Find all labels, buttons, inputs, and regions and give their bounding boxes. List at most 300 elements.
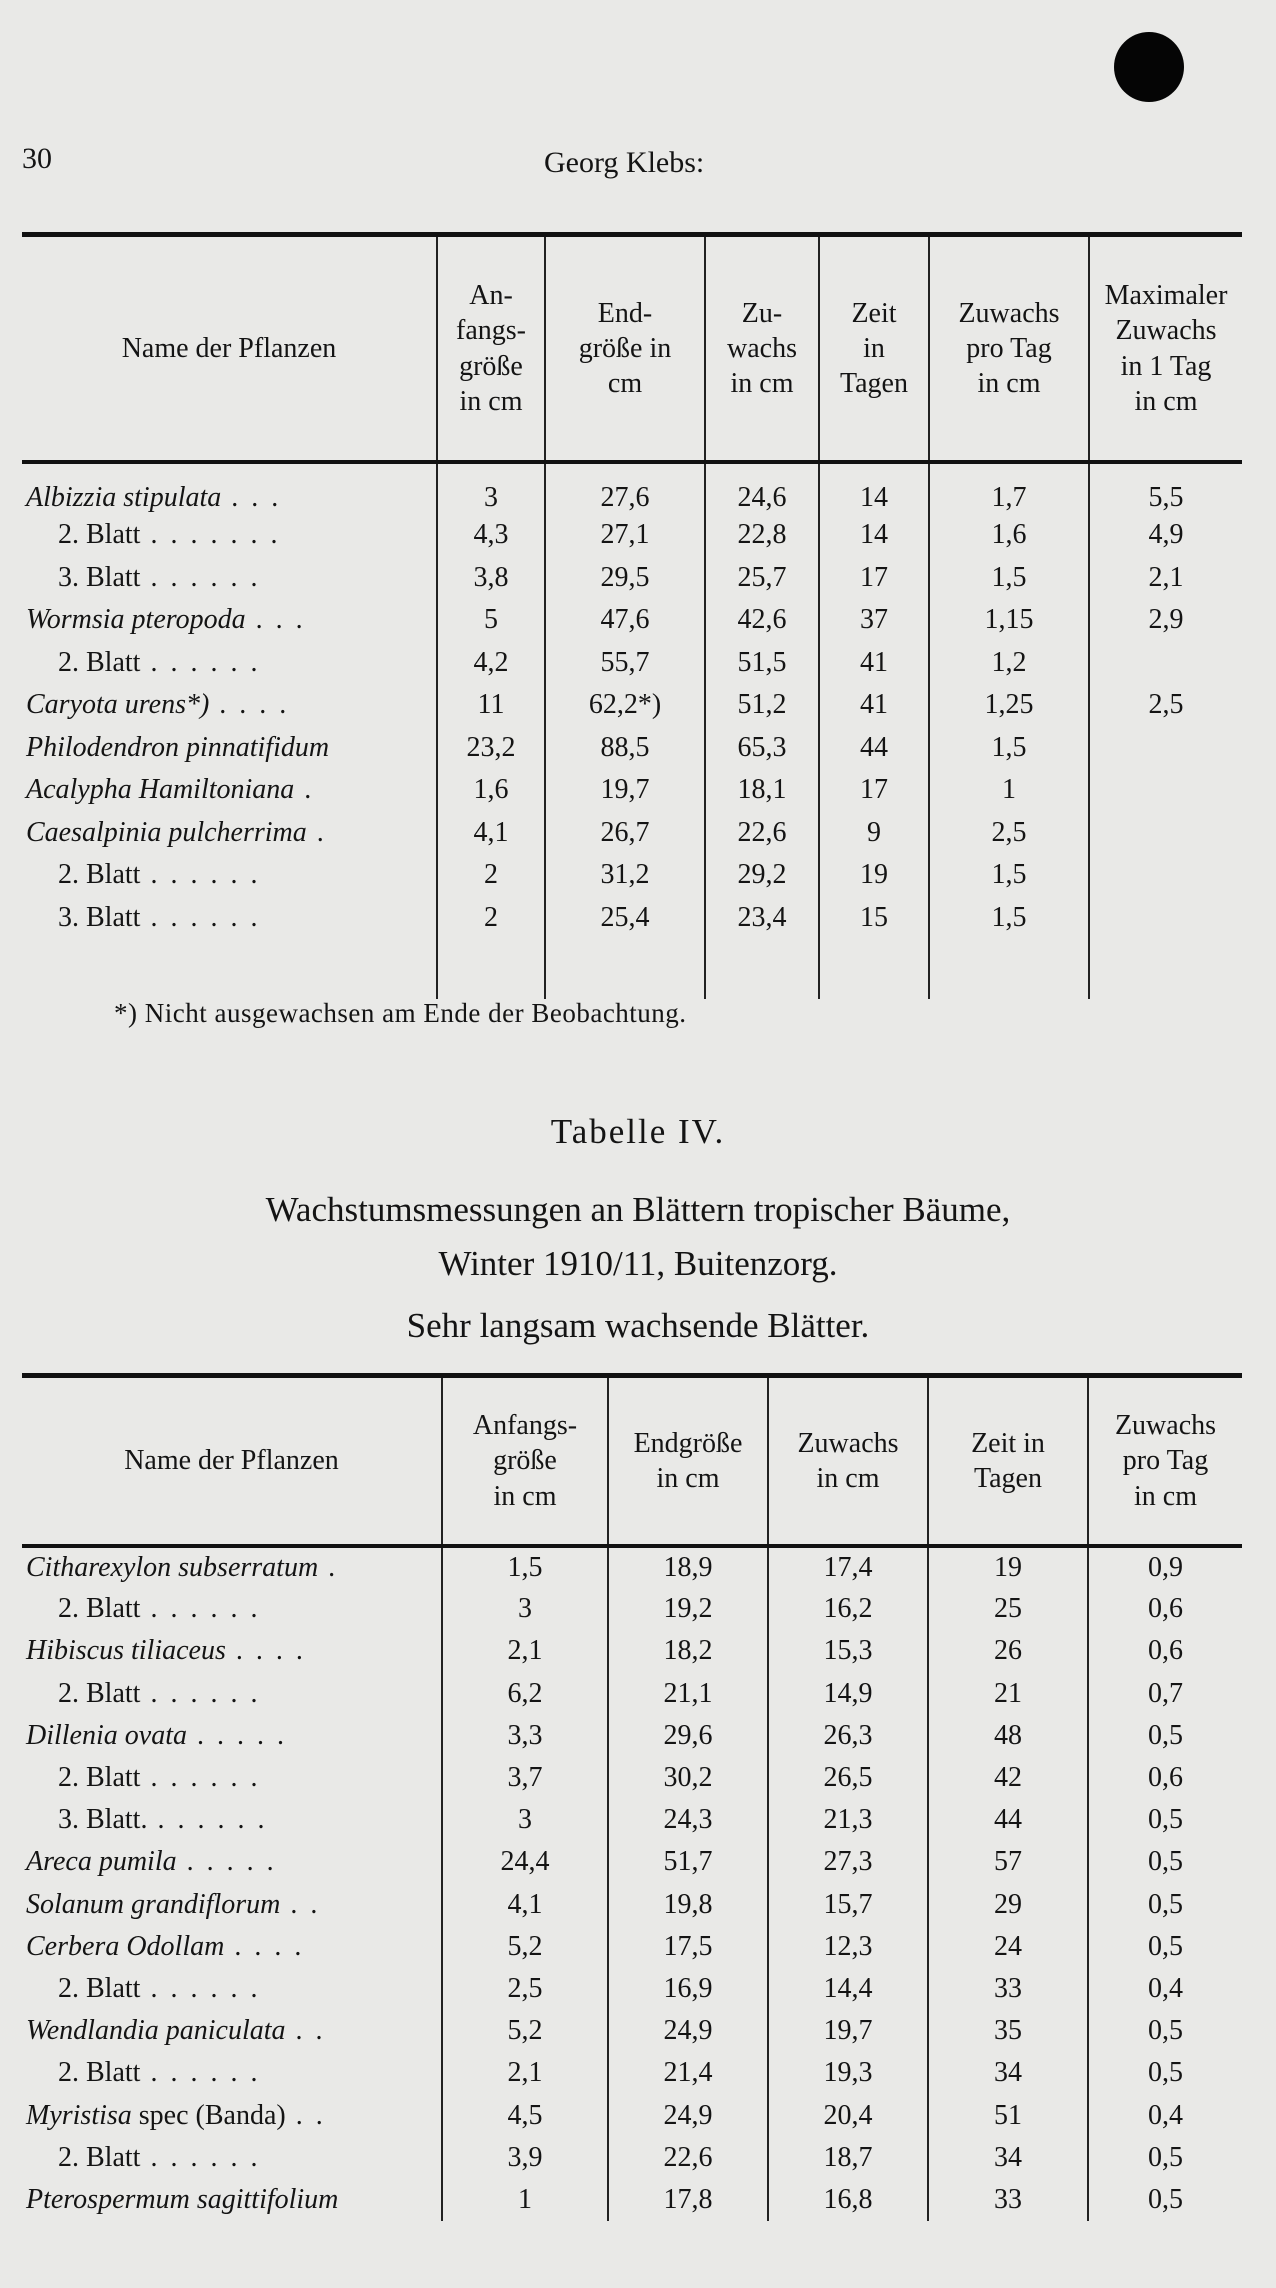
column-header-line: Zeit in <box>971 1427 1045 1459</box>
column-header-line: Zeit <box>851 297 897 329</box>
value-cell: 34 <box>928 2137 1088 2179</box>
value-cell <box>1089 854 1242 897</box>
column-header <box>1089 237 1242 462</box>
value-cell: 4,5 <box>442 2094 608 2136</box>
table-row <box>22 1715 1242 1757</box>
dot-leader: . . . . . . <box>147 1804 268 1836</box>
table-row <box>22 1841 1242 1883</box>
value-cell: 29 <box>928 1884 1088 1926</box>
value-cell: 55,7 <box>545 642 705 685</box>
value-cell: 1,6 <box>929 514 1089 557</box>
column-header-line: Zu- <box>741 297 783 329</box>
value-cell: 2,1 <box>442 1630 608 1672</box>
value-cell: 1 <box>929 769 1089 812</box>
table-row <box>22 2010 1242 2052</box>
column-header <box>768 1378 928 1546</box>
value-cell: 22,6 <box>608 2137 768 2179</box>
value-cell: 12,3 <box>768 1926 928 1968</box>
dot-leader: . . . . . . <box>140 2057 261 2089</box>
column-header-line: in cm <box>816 1463 880 1494</box>
dot-leader: . <box>318 1552 339 1584</box>
value-cell: 24,3 <box>608 1799 768 1841</box>
dot-leader: . . . . . . <box>140 2141 261 2173</box>
column-header <box>608 1378 768 1546</box>
value-cell: 3 <box>442 1799 608 1841</box>
plant-name <box>22 2137 442 2179</box>
value-cell: 2,5 <box>929 812 1089 855</box>
value-cell: 29,2 <box>705 854 819 897</box>
plant-name <box>22 854 437 897</box>
value-cell: 14 <box>819 462 929 514</box>
column-header-line: Zuwachs <box>958 297 1060 329</box>
value-cell: 1,5 <box>442 1546 608 1588</box>
value-cell: 41 <box>819 642 929 685</box>
value-cell: 17 <box>819 557 929 600</box>
empty-cell <box>437 939 545 999</box>
value-cell: 29,6 <box>608 1715 768 1757</box>
value-cell: 21 <box>928 1673 1088 1715</box>
plant-name <box>22 1799 442 1841</box>
value-cell: 3 <box>437 462 545 514</box>
table-row <box>22 642 1242 685</box>
value-cell: 27,1 <box>545 514 705 557</box>
column-header <box>442 1378 608 1546</box>
dot-leader: . . . . . <box>176 1846 277 1878</box>
plant-name <box>22 1757 442 1799</box>
value-cell: 33 <box>928 2179 1088 2221</box>
table-row <box>22 557 1242 600</box>
table-row <box>22 1757 1242 1799</box>
value-cell: 4,9 <box>1089 514 1242 557</box>
value-cell: 16,9 <box>608 1968 768 2010</box>
value-cell: 0,9 <box>1088 1546 1242 1588</box>
value-cell: 26 <box>928 1630 1088 1672</box>
dot-leader: . . . . . . <box>140 1677 261 1709</box>
plant-name <box>22 2179 442 2221</box>
value-cell: 20,4 <box>768 2094 928 2136</box>
value-cell <box>1089 897 1242 940</box>
value-cell: 44 <box>819 727 929 770</box>
column-header-line: Tagen <box>973 1463 1042 1494</box>
plant-name <box>22 557 437 600</box>
value-cell: 51 <box>928 2094 1088 2136</box>
dot-leader: . . . . . . <box>140 561 261 593</box>
value-cell: 0,5 <box>1088 2137 1242 2179</box>
plant-name-text: Caesalpinia pulcherrima <box>26 816 307 848</box>
value-cell: 1,6 <box>437 769 545 812</box>
table-row <box>22 514 1242 557</box>
value-cell: 17 <box>819 769 929 812</box>
dot-leader: . . . . . . <box>140 1593 261 1625</box>
running-head: Georg Klebs: <box>544 146 705 179</box>
plant-name-text: 3. Blatt <box>58 561 141 593</box>
column-header <box>929 237 1089 462</box>
plant-name-text: 3. Blatt. <box>58 1804 148 1836</box>
value-cell: 24,9 <box>608 2010 768 2052</box>
value-cell: 24,4 <box>442 1841 608 1883</box>
dot-leader: . . . . . . . <box>140 519 281 551</box>
dot-leader: . <box>306 816 327 848</box>
value-cell: 34 <box>928 2052 1088 2094</box>
empty-cell <box>22 939 437 999</box>
column-header-line: größe <box>459 350 523 382</box>
value-cell: 4,1 <box>442 1884 608 1926</box>
plant-name-text: 2. Blatt <box>58 519 141 551</box>
value-cell: 26,5 <box>768 1757 928 1799</box>
value-cell: 4,1 <box>437 812 545 855</box>
column-header-line: Anfangs- <box>472 1410 578 1442</box>
plant-name <box>22 1588 442 1630</box>
value-cell: 62,2*) <box>545 684 705 727</box>
value-cell: 51,2 <box>705 684 819 727</box>
value-cell: 26,3 <box>768 1715 928 1757</box>
table-row <box>22 727 1242 770</box>
value-cell: 19,8 <box>608 1884 768 1926</box>
column-header-line: An- <box>469 279 513 311</box>
page-header <box>0 142 1276 182</box>
dot-leader: . . . . . . <box>140 646 261 678</box>
column-header-line: in 1 Tag <box>1120 350 1212 382</box>
table-row <box>22 812 1242 855</box>
column-header-line: in cm <box>656 1463 720 1494</box>
column-header-line: in cm <box>493 1480 557 1512</box>
value-cell: 16,2 <box>768 1588 928 1630</box>
value-cell: 19,7 <box>545 769 705 812</box>
plant-name <box>22 642 437 685</box>
value-cell: 2,9 <box>1089 599 1242 642</box>
table-row <box>22 2137 1242 2179</box>
value-cell <box>1089 769 1242 812</box>
value-cell: 0,5 <box>1088 1926 1242 1968</box>
column-header-line: Zuwachs <box>797 1427 899 1459</box>
growth-table-2 <box>22 1373 1242 2221</box>
plant-name-suffix: spec (Banda) <box>131 2099 286 2131</box>
value-cell: 15,3 <box>768 1630 928 1672</box>
value-cell: 2 <box>437 854 545 897</box>
column-header-line: Name der Pflanzen <box>124 1445 339 1477</box>
empty-cell <box>819 939 929 999</box>
column-header-line: in cm <box>1134 385 1198 417</box>
value-cell: 27,6 <box>545 462 705 514</box>
value-cell: 18,7 <box>768 2137 928 2179</box>
value-cell <box>1089 727 1242 770</box>
value-cell: 1,5 <box>929 727 1089 770</box>
value-cell: 0,4 <box>1088 1968 1242 2010</box>
value-cell: 35 <box>928 2010 1088 2052</box>
value-cell: 4,3 <box>437 514 545 557</box>
plant-name <box>22 1546 442 1588</box>
value-cell: 23,2 <box>437 727 545 770</box>
value-cell: 51,7 <box>608 1841 768 1883</box>
table-bottom-spacer <box>22 939 1242 999</box>
table-row <box>22 1673 1242 1715</box>
plant-name <box>22 897 437 940</box>
value-cell: 18,9 <box>608 1546 768 1588</box>
value-cell: 0,6 <box>1088 1757 1242 1799</box>
value-cell: 24,6 <box>705 462 819 514</box>
column-header-line: cm <box>607 368 643 400</box>
plant-name-text: Acalypha Hamiltoniana <box>26 774 295 806</box>
value-cell: 19 <box>819 854 929 897</box>
column-header <box>545 237 705 462</box>
value-cell: 27,3 <box>768 1841 928 1883</box>
dot-leader: . . . . . . <box>140 859 261 891</box>
column-header-line: Maximaler <box>1104 279 1228 311</box>
value-cell: 4,2 <box>437 642 545 685</box>
plant-name-text: Solanum grandiflorum <box>26 1888 281 1920</box>
value-cell: 0,5 <box>1088 1799 1242 1841</box>
value-cell: 42,6 <box>705 599 819 642</box>
plant-name <box>22 1673 442 1715</box>
table-row <box>22 1546 1242 1588</box>
value-cell: 17,5 <box>608 1926 768 1968</box>
value-cell: 57 <box>928 1841 1088 1883</box>
plant-name <box>22 514 437 557</box>
value-cell: 22,6 <box>705 812 819 855</box>
column-header <box>22 1378 442 1546</box>
table-row <box>22 2179 1242 2221</box>
value-cell: 3 <box>442 1588 608 1630</box>
column-header-line: in cm <box>730 368 794 400</box>
plant-name-text: 2. Blatt <box>58 1972 141 2004</box>
value-cell: 25 <box>928 1588 1088 1630</box>
table-label: Tabelle IV. <box>550 1112 726 1151</box>
plant-name-text: Caryota urens*) <box>26 689 210 721</box>
column-header-line: größe in <box>578 332 672 364</box>
value-cell: 37 <box>819 599 929 642</box>
plant-name <box>22 1715 442 1757</box>
plant-name-text: 2. Blatt <box>58 2057 141 2089</box>
value-cell: 14,4 <box>768 1968 928 2010</box>
page-number: 30 <box>22 142 52 175</box>
table-row <box>22 462 1242 514</box>
growth-table-1 <box>22 232 1242 999</box>
value-cell: 65,3 <box>705 727 819 770</box>
value-cell: 5,5 <box>1089 462 1242 514</box>
dot-leader: . . . . . <box>186 1719 287 1751</box>
value-cell: 0,5 <box>1088 1884 1242 1926</box>
value-cell: 25,4 <box>545 897 705 940</box>
plant-name <box>22 1884 442 1926</box>
value-cell: 9 <box>819 812 929 855</box>
dot-leader: . . . <box>245 604 306 636</box>
plant-name <box>22 2094 442 2136</box>
value-cell: 3,8 <box>437 557 545 600</box>
column-header-line: pro Tag <box>966 332 1052 364</box>
plant-name-text: Hibiscus tiliaceus <box>26 1635 226 1667</box>
value-cell: 16,8 <box>768 2179 928 2221</box>
value-cell: 30,2 <box>608 1757 768 1799</box>
plant-name <box>22 727 437 770</box>
plant-name <box>22 462 437 514</box>
column-header <box>1088 1378 1242 1546</box>
value-cell: 51,5 <box>705 642 819 685</box>
table-row <box>22 854 1242 897</box>
value-cell: 3,9 <box>442 2137 608 2179</box>
plant-name <box>22 1968 442 2010</box>
dot-leader: . . . . . . <box>140 1762 261 1794</box>
column-header <box>928 1378 1088 1546</box>
value-cell: 44 <box>928 1799 1088 1841</box>
plant-name <box>22 2052 442 2094</box>
column-header-line: in cm <box>459 385 523 417</box>
value-cell: 33 <box>928 1968 1088 2010</box>
dot-leader: . . . . <box>225 1635 306 1667</box>
empty-cell <box>545 939 705 999</box>
value-cell: 18,2 <box>608 1630 768 1672</box>
value-cell: 47,6 <box>545 599 705 642</box>
value-cell: 2 <box>437 897 545 940</box>
value-cell: 15 <box>819 897 929 940</box>
column-header <box>705 237 819 462</box>
column-header <box>22 237 437 462</box>
value-cell: 21,4 <box>608 2052 768 2094</box>
value-cell: 2,5 <box>442 1968 608 2010</box>
value-cell: 21,1 <box>608 1673 768 1715</box>
value-cell: 22,8 <box>705 514 819 557</box>
empty-cell <box>1089 939 1242 999</box>
value-cell: 29,5 <box>545 557 705 600</box>
value-cell: 19,3 <box>768 2052 928 2094</box>
table-caption-line-1: Wachstumsmessungen an Blättern tropischer Bäume, <box>265 1190 1011 1229</box>
value-cell <box>1089 812 1242 855</box>
plant-name-text: Citharexylon subserratum <box>26 1552 319 1584</box>
value-cell: 14 <box>819 514 929 557</box>
column-header-line: Name der Pflanzen <box>121 332 337 364</box>
value-cell: 1 <box>442 2179 608 2221</box>
plant-name <box>22 1630 442 1672</box>
dot-leader: . . . . <box>209 689 290 721</box>
plant-name-text: 2. Blatt <box>58 1593 141 1625</box>
table-caption-line-3: Sehr langsam wachsende Blätter. <box>406 1306 870 1345</box>
plant-name <box>22 599 437 642</box>
table-row <box>22 1926 1242 1968</box>
value-cell: 0,5 <box>1088 1841 1242 1883</box>
value-cell: 1,7 <box>929 462 1089 514</box>
value-cell: 48 <box>928 1715 1088 1757</box>
plant-name-text: 2. Blatt <box>58 1762 141 1794</box>
value-cell: 19 <box>928 1546 1088 1588</box>
dot-leader: . . . . <box>224 1930 305 1962</box>
value-cell: 23,4 <box>705 897 819 940</box>
table-row <box>22 1884 1242 1926</box>
value-cell: 88,5 <box>545 727 705 770</box>
plant-name-text: 3. Blatt <box>58 901 141 933</box>
plant-name-text: 2. Blatt <box>58 859 141 891</box>
column-header-line: fangs- <box>456 315 526 347</box>
footnote: *) Nicht ausgewachsen am Ende der Beobachtung. <box>114 998 687 1028</box>
plant-name-text: Myristisa <box>26 2099 132 2131</box>
value-cell: 18,1 <box>705 769 819 812</box>
column-header-line: in cm <box>1134 1480 1197 1512</box>
table-row <box>22 1968 1242 2010</box>
column-header-line: Zuwachs <box>1115 315 1217 347</box>
column-header-line: in <box>863 332 885 364</box>
value-cell: 42 <box>928 1757 1088 1799</box>
plant-name-text: Pterospermum sagittifolium <box>26 2183 339 2215</box>
value-cell: 0,4 <box>1088 2094 1242 2136</box>
table-row <box>22 769 1242 812</box>
column-header-line: wachs <box>727 332 797 364</box>
plant-name-text: Wormsia pteropoda <box>26 604 246 636</box>
value-cell: 6,2 <box>442 1673 608 1715</box>
plant-name-text: 2. Blatt <box>58 2141 141 2173</box>
value-cell: 3,3 <box>442 1715 608 1757</box>
table-row <box>22 684 1242 727</box>
plant-name <box>22 769 437 812</box>
value-cell: 1,5 <box>929 557 1089 600</box>
value-cell: 0,7 <box>1088 1673 1242 1715</box>
plant-name <box>22 684 437 727</box>
value-cell: 19,2 <box>608 1588 768 1630</box>
dot-leader: . . <box>280 1888 321 1920</box>
plant-name-text: 2. Blatt <box>58 1677 141 1709</box>
plant-name-text: Philodendron pinnatifidum <box>26 731 330 763</box>
value-cell: 1,25 <box>929 684 1089 727</box>
dot-leader: . . . <box>221 482 282 513</box>
value-cell: 24 <box>928 1926 1088 1968</box>
value-cell: 11 <box>437 684 545 727</box>
column-header-line: Endgröße <box>633 1427 743 1459</box>
table-row <box>22 1630 1242 1672</box>
table-row <box>22 1588 1242 1630</box>
table-row <box>22 599 1242 642</box>
column-header <box>437 237 545 462</box>
column-header-line: größe <box>493 1445 557 1477</box>
column-header-line: in cm <box>977 368 1041 400</box>
dot-leader: . . <box>285 2015 326 2047</box>
value-cell: 5 <box>437 599 545 642</box>
dot-leader: . . . . . . <box>140 1972 261 2004</box>
empty-cell <box>929 939 1089 999</box>
punch-hole <box>1114 32 1184 102</box>
value-cell: 1,5 <box>929 854 1089 897</box>
value-cell: 0,6 <box>1088 1630 1242 1672</box>
value-cell: 14,9 <box>768 1673 928 1715</box>
value-cell: 0,5 <box>1088 2010 1242 2052</box>
plant-name-text: Wendlandia paniculata <box>26 2015 286 2047</box>
column-header-line: End- <box>597 297 653 329</box>
value-cell: 0,6 <box>1088 1588 1242 1630</box>
table-row <box>22 2052 1242 2094</box>
plant-name-text: 2. Blatt <box>58 646 141 678</box>
table-caption-line-2: Winter 1910/11, Buitenzorg. <box>438 1244 838 1283</box>
plant-name-text: Areca pumila <box>26 1846 177 1878</box>
value-cell: 17,8 <box>608 2179 768 2221</box>
value-cell: 19,7 <box>768 2010 928 2052</box>
plant-name <box>22 2010 442 2052</box>
value-cell: 1,5 <box>929 897 1089 940</box>
plant-name-text: Albizzia stipulata <box>26 482 222 513</box>
value-cell: 24,9 <box>608 2094 768 2136</box>
column-header-line: Tagen <box>839 368 908 400</box>
column-header <box>819 237 929 462</box>
value-cell: 1,15 <box>929 599 1089 642</box>
value-cell: 0,5 <box>1088 2052 1242 2094</box>
table-row <box>22 897 1242 940</box>
table-row <box>22 2094 1242 2136</box>
table-row <box>22 1799 1242 1841</box>
column-header-line: pro Tag <box>1122 1445 1209 1477</box>
value-cell: 2,1 <box>1089 557 1242 600</box>
plant-name <box>22 1841 442 1883</box>
column-header-line: Zuwachs <box>1114 1410 1217 1442</box>
value-cell: 2,5 <box>1089 684 1242 727</box>
value-cell: 26,7 <box>545 812 705 855</box>
value-cell: 1,2 <box>929 642 1089 685</box>
empty-cell <box>705 939 819 999</box>
value-cell: 15,7 <box>768 1884 928 1926</box>
